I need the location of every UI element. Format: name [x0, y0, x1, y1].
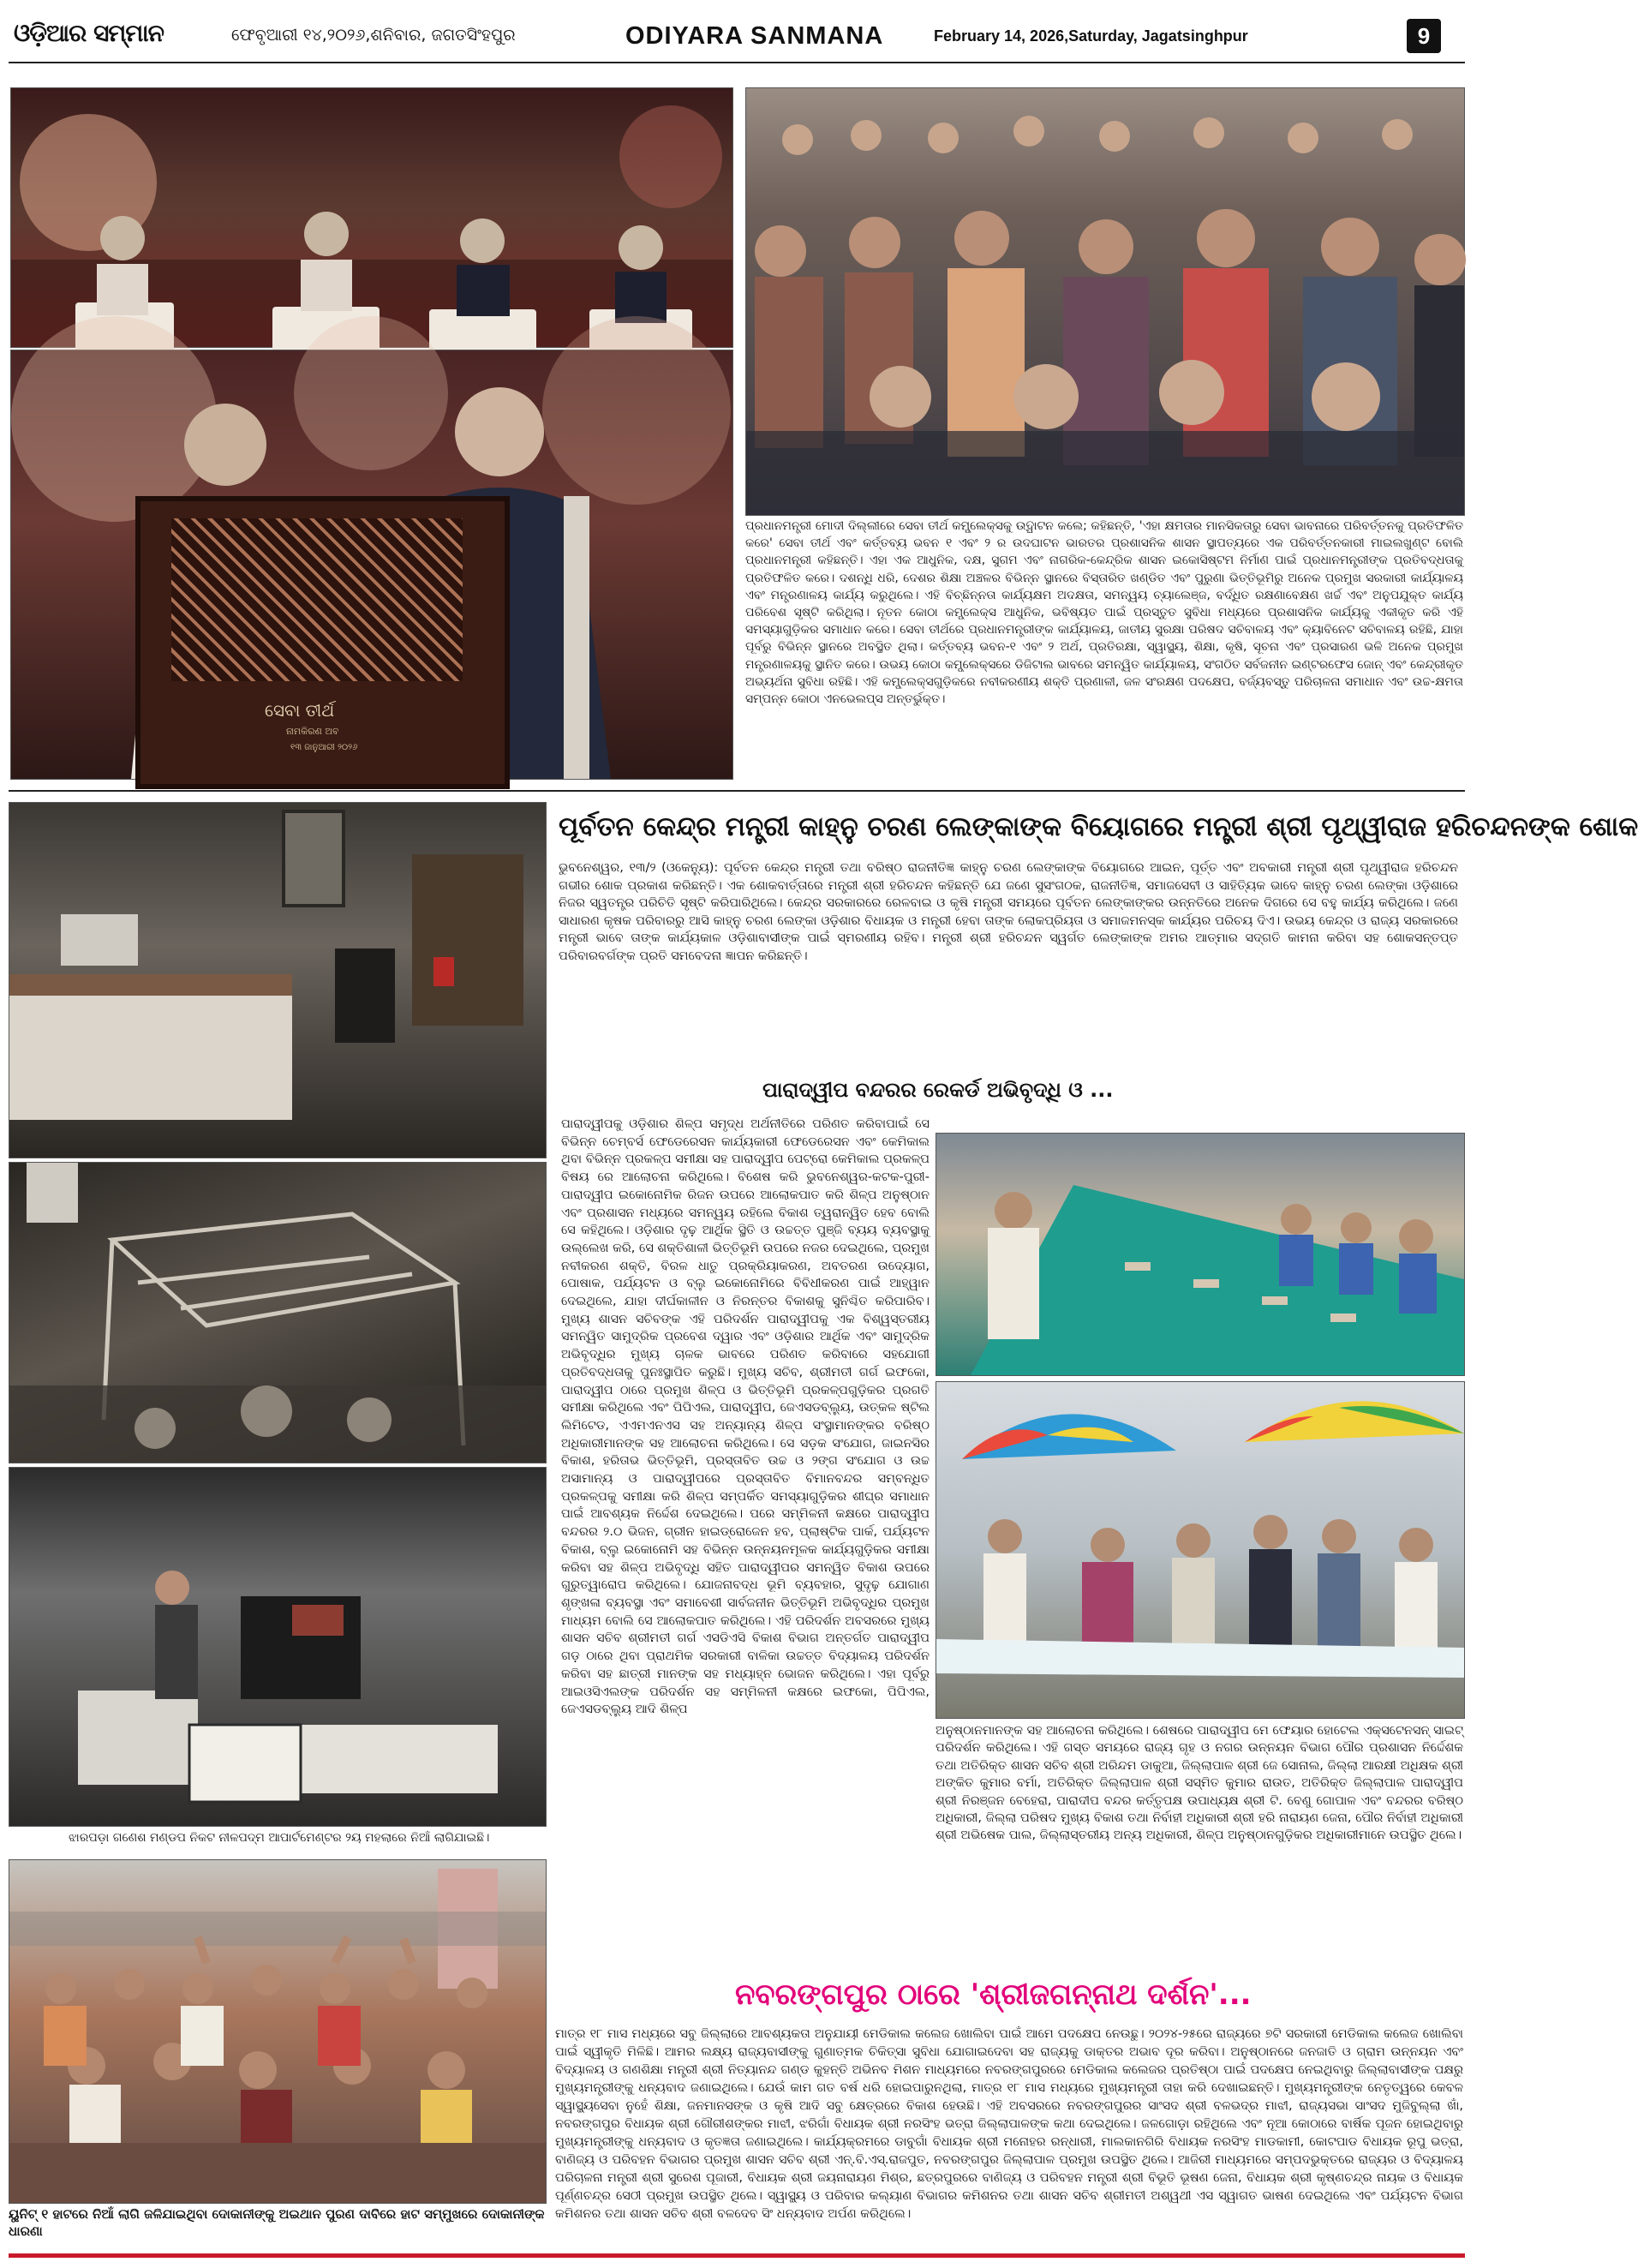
masthead-logo: ଓଡ଼ିଆର ସମ୍ମାନ — [14, 19, 164, 47]
section-divider-1 — [9, 790, 1465, 792]
paradip-headline: ପାରାଦ୍ୱୀପ ବନ୍ଦରର ରେକର୍ଡ ଅଭିବୃଦ୍ଧି ଓ ... — [762, 1078, 1114, 1102]
page-number: 9 — [1407, 19, 1441, 53]
masthead-rule — [9, 62, 1465, 63]
protest-photo-caption: ୟୁନିଟ୍ ୧ ହାଟରେ ନିଆଁ ଲାଗି ଜଳିଯାଇଥିବା ଦୋକାନୀଙ୍କୁ ଅଇଥାନ ପୁରଣ ଦାବିରେ ହାଟ ସମ୍ମୁଖରେ ଦୋକାନୀଙ୍କ ଧାରଣା — [9, 2206, 545, 2239]
photo-burnt-bedroom — [9, 802, 547, 1158]
photo-burnt-living-room — [9, 1467, 547, 1827]
photo-burnt-sofa — [9, 1162, 547, 1463]
jagannath-headline: ନବରଙ୍ଗପୁର ଠାରେ 'ଶ୍ରୀଜଗନ୍ନାଥ ଦର୍ଶନ'... — [735, 1978, 1252, 2012]
plaque-date: ୧୩ ଜାନୁଆରୀ ୨୦୨୬ — [290, 743, 358, 752]
jagannath-body: ମାତ୍ର ୧୮ ମାସ ମଧ୍ୟରେ ସବୁ ଜିଲ୍ଲାରେ ଆବଶ୍ୟକତା ଅନୁଯାୟୀ ମେଡିକାଲ କଲେଜ ଖୋଲିବା ପାଇଁ ଆମେ ପଦକ୍ଷେପ ନେଉଛୁ। ୨୦୨୪-୨୫ରେ ରାଜ୍ୟରେ ୭ଟି ସରକାରୀ ମେଡିକାଲ କଲେଜ ଖୋଲିବା ପାଇଁ ସ୍ୱୀକୃତି ମିଳିଛି। ଆମର ଲକ୍ଷ୍ୟ ରାଜ୍ୟବାସୀଙ୍କୁ ଗୁଣାତ୍ମକ ଚିକିତ୍ସା ସୁବିଧା ଯୋଗାଇଦେବା ସହ ରାଜ୍ୟକୁ ଡାକ୍ତର ଅଭାବ ଦୂର କରିବା। ଅନୁଷ୍ଠାନରେ ଜନଜାତି ଓ ଗ୍ରାମ ଉନ୍ନୟନ ଏବଂ ବିଦ୍ୟାଳୟ ଓ ଗଣଶିକ୍ଷା ମନ୍ତ୍ରୀ ଶ୍ରୀ ନିତ୍ୟାନନ୍ଦ ଗଣ୍ଡ କୁହନ୍ତି ଅଭିନବ ମିଶନ ମାଧ୍ୟମରେ ନବରଙ୍ଗପୁରରେ ମେଡିକାଲ କଲେଜର ପ୍ରତିଷ୍ଠା ପାଇଁ ପଦକ୍ଷେପ ନେଇଥିବାରୁ ଜିଲ୍ଲାବାସୀଙ୍କ ପକ୍ଷରୁ ମୁଖ୍ୟମନ୍ତ୍ରୀଙ୍କୁ ଧନ୍ୟବାଦ ଜଣାଇଥିଲେ। ଯେଉଁ କାମ ଗତ ବର୍ଷ ଧରି ହୋଇପାରୁନଥିଲା, ମାତ୍ର ୧୮ ମାସ ମଧ୍ୟରେ ମୁଖ୍ୟମନ୍ତ୍ରୀ ତାହା କରି ଦେଖାଇଛନ୍ତି। ମୁଖ୍ୟମନ୍ତ୍ରୀଙ୍କ ନେତୃତ୍ୱରେ କେବଳ ସ୍ୱାସ୍ଥ୍ୟସେବା ନୁହେଁ ଶିକ୍ଷା, ଜନମାନସଙ୍କ ଓ କୃଷି ଆଦି ସବୁ କ୍ଷେତ୍ରରେ ବିକାଶ ହେଉଛି। ଏହି ଅବସରରେ ନବରଙ୍ଗପୁରର ସାଂସଦ ଶ୍ରୀ ବଳଭଦ୍ର ମାଝୀ, ରାଜ୍ୟସଭା ସାଂସଦ ମୁଜିବୁଲ୍ଲା ଖାଁ, ନବରଙ୍ଗପୁର ବିଧାୟକ ଶ୍ରୀ ଗୌରୀଶଙ୍କର ମାଝୀ, ଝରିଗାଁ ବିଧାୟକ ଶ୍ରୀ ନରସିଂହ ଭତ୍ରା ଜିଲ୍ଲାପାଳଙ୍କ କଥା ଦେଇଥିଲେ। ଜଳଗୋଡ଼ା ରହିଥିଲେ ଏବଂ ନୂଆ କୋଠାରେ ବାର୍ଷିକ ପୂଜନ ହୋଇଥିବାରୁ ମୁଖ୍ୟମନ୍ତ୍ରୀଙ୍କୁ ଧନ୍ୟବାଦ ଓ କୃତଜ୍ଞତା ଜଣାଇଥିଲେ। କାର୍ଯ୍ୟକ୍ରମରେ ଡାବୁଗାଁ ବିଧାୟକ ଶ୍ରୀ ମନୋହର ରନ୍ଧାରୀ, ମାଲକାନଗିରି ବିଧାୟକ ନରସିଂହ ମାଡକାମୀ, କୋଟପାଡ ବିଧାୟକ ରୂପୁ ଭତ୍ରା, ବାଣିଜ୍ୟ ଓ ପରିବହନ ବିଭାଗର ପ୍ରମୁଖ ଶାସନ ସଚିବ ଶ୍ରୀ ଏନ୍.ବି.ଏସ୍.ରାଜପୁତ, ନବରଙ୍ଗପୁର ଜିଲ୍ଲାପାଳ ପ୍ରମୁଖ ଉପସ୍ଥିତ ଥିଲେ। ଆଜିରୀ ମାଧ୍ୟମରେ ସମ୍ପଦଭୁକ୍ତରେ ରାଜ୍ୟର ଓ ବିଦ୍ୟାଳୟ ପରିଚାଳନା ମନ୍ତ୍ରୀ ଶ୍ରୀ ସୁରେଶ ପୂଜାରୀ, ବିଧାୟକ ଶ୍ରୀ ଜୟନାରାୟଣ ମିଶ୍ର, ଛତ୍ରପୁରରେ ବାଣିଜ୍ୟ ଓ ପରିବହନ ମନ୍ତ୍ରୀ ଶ୍ରୀ ବିଭୂତି ଭୂଷଣ ଜେନା, ବିଧାୟକ ଶ୍ରୀ କୃଷ୍ଣଚନ୍ଦ୍ର ନାୟକ ଓ ବିଧାୟକ ପୂର୍ଣ୍ଣଚନ୍ଦ୍ର ସେଠୀ ପ୍ରମୁଖ ଉପସ୍ଥିତ ଥିଲେ। ସ୍ୱାସ୍ଥ୍ୟ ଓ ପରିବାର କଲ୍ୟାଣ ବିଭାଗର କମିଶନର ତଥା ଶାସନ ସଚିବ ଶ୍ରୀମତୀ ଅଶ୍ୱଥୀ ଏସ ସ୍ୱାଗତ ଭାଷଣ ଦେଇଥିଲେ ଏବଂ ପର୍ଯ୍ୟଟନ ବିଭାଗ କମିଶନର ତଥା ଶାସନ ସଚିବ ଶ୍ରୀ ବଳଦେବ ସିଂ ଧନ୍ୟବାଦ ଅର୍ପଣ କରିଥିଲେ। — [555, 2027, 1463, 2221]
paradip-continuation: ଅନୁଷ୍ଠାନମାନଙ୍କ ସହ ଆଲୋଚନା କରିଥିଲେ। ଶେଷରେ ପାରାଦ୍ୱୀପ ମେ ଫେୟାର ହୋଟେଲ ଏକ୍ସଟେନସନ୍ ସାଇଟ୍ ପରିଦର୍ଶନ କରିଥିଲେ। ଏହି ଗସ୍ତ ସମୟରେ ରାଜ୍ୟ ଗୃହ ଓ ନଗର ଉନ୍ନୟନ ବିଭାଗ ପୌର ପ୍ରଶାସନ ନିର୍ଦ୍ଦେଶକ ତଥା ଅତିରିକ୍ତ ଶାସନ ସଚିବ ଶ୍ରୀ ଅରିନ୍ଦମ ଡାକୁଆ, ଜିଲ୍ଲାପାଳ ଶ୍ରୀ ଜେ ସୋନାଲ, ଜିଲ୍ଲା ଆରକ୍ଷୀ ଅଧିକ୍ଷକ ଶ୍ରୀ ଅଙ୍କିତ କୁମାର ବର୍ମା, ଅତିରିକ୍ତ ଜିଲ୍ଲାପାଳ ଶ୍ରୀ ସସ୍ମିତ କୁମାର ରାଉତ, ଅତିରିକ୍ତ ଜିଲ୍ଲାପାଳ ପାରାଦ୍ୱୀପ ଶ୍ରୀ ନିରଞ୍ଜନ ବେହେରା, ପାରାଦୀପ ବନ୍ଦର କର୍ତ୍ତୃପକ୍ଷ ଉପାଧ୍ୟକ୍ଷ ଶ୍ରୀ ଟି. ବେଣୁ ଗୋପାଳ ଏବଂ ବନ୍ଦରର ବରିଷ୍ଠ ଅଧିକାରୀ, ଜିଲ୍ଲା ପରିଷଦ ମୁଖ୍ୟ ବିକାଶ ତଥା ନିର୍ବାହୀ ଅଧିକାରୀ ଶ୍ରୀ ହରି ନାରାୟଣ ଜେନା, ପୌର ନିର୍ବାହୀ ଅଧିକାରୀ ଶ୍ରୀ ଅଭିଷେକ ପାଲ, ଜିଲ୍ଲାସ୍ତରୀୟ ଅନ୍ୟ ଅଧିକାରୀ, ଶିଳ୍ପ ଅନୁଷ୍ଠାନଗୁଡ଼ିକର ଅଧିକାରୀମାନେ ଉପସ୍ଥିତ ଥିଲେ। — [936, 1724, 1463, 1843]
condolence-body: ଭୁବନେଶ୍ୱର, ୧୩/୨ (ଓକେନ୍ୟୁ): ପୂର୍ବତନ କେନ୍ଦ୍ର ମନ୍ତ୍ରୀ ତଥା ବରିଷ୍ଠ ରାଜନୀତିଜ୍ଞ କାହ୍ନୁ ଚରଣ ଲେଙ୍କାଙ୍କ ବିୟୋଗରେ ଆଇନ, ପୂର୍ତ୍ତ ଏବଂ ଅବକାରୀ ମନ୍ତ୍ରୀ ଶ୍ରୀ ପୃଥ୍ୱୀରାଜ ହରିଚନ୍ଦନ ଗଭୀର ଶୋକ ପ୍ରକାଶ କରିଛନ୍ତି। ଏକ ଶୋକବାର୍ତ୍ତାରେ ମନ୍ତ୍ରୀ ଶ୍ରୀ ହରିଚନ୍ଦନ କହିଛନ୍ତି ଯେ ଜଣେ ସୁସଂଗଠକ, ରାଜନୀତିଜ୍ଞ, ସମାଜସେବୀ ଓ ସାହିତ୍ୟିକ ଭାବେ କାହ୍ନୁ ଚରଣ ଲେଙ୍କା ଓଡ଼ିଶାରେ ନିଜର ସ୍ୱତନ୍ତ୍ର ପରିଚିତି ସୃଷ୍ଟି କରିପାରିଥିଲେ। କେନ୍ଦ୍ର ସରକାରରେ ରେଳବାଇ ଓ କୃଷି ମନ୍ତ୍ରୀ ସମୟରେ ପୂର୍ବତନ ଲେଙ୍କାଙ୍କର ଉନ୍ନତିରେ ଅନେକ ଦିଗରେ ସେ ବହୁ କାର୍ଯ୍ୟ କରିଥିଲେ। ଜଣେ ସାଧାରଣ କୃଷକ ପରିବାରରୁ ଆସି କାହ୍ନୁ ଚରଣ ଲେଙ୍କା ଓଡ଼ିଶାର ବିଧାୟକ ଓ ମନ୍ତ୍ରୀ ହେବା ତାଙ୍କ ଲୋକପ୍ରିୟତା ଓ ସମାଜମନସ୍କ କାର୍ଯ୍ୟର ପରିଚୟ ଦିଏ। ଉଭୟ କେନ୍ଦ୍ର ଓ ରାଜ୍ୟ ସରକାରରେ ମନ୍ତ୍ରୀ ଭାବେ ତାଙ୍କ କାର୍ଯ୍ୟକାଳ ଓଡ଼ିଶାବାସୀଙ୍କ ପାଇଁ ସ୍ମରଣୀୟ ରହିବ। ମନ୍ତ୍ରୀ ଶ୍ରୀ ହରିଚନ୍ଦନ ସ୍ୱର୍ଗତ ଲେଙ୍କାଙ୍କ ଅମର ଆତ୍ମାର ସଦ୍ଗତି କାମନା କରିବା ସହ ଶୋକସନ୍ତପ୍ତ ପରିବାରବର୍ଗଙ୍କ ପ୍ରତି ସମବେଦନା ଜ୍ଞାପନ କରିଛନ୍ତି। — [559, 861, 1458, 963]
condolence-headline: ପୂର୍ବତନ କେନ୍ଦ୍ର ମନ୍ତ୍ରୀ କାହ୍ନୁ ଚରଣ ଲେଙ୍କାଙ୍କ ବିୟୋଗରେ ମନ୍ତ୍ରୀ ଶ୍ରୀ ପୃଥ୍ୱୀରାଜ ହରିଚନ୍ଦନଙ୍କ ଶୋକ — [559, 811, 1638, 842]
photo-audience — [745, 87, 1465, 516]
photo-school-lunch — [936, 1133, 1465, 1376]
lattice-plaque — [135, 496, 510, 789]
masthead-date-en: February 14, 2026,Saturday, Jagatsinghpur — [934, 27, 1248, 45]
paradip-body: ପାରାଦ୍ୱୀପକୁ ଓଡ଼ିଶାର ଶିଳ୍ପ ସମୃଦ୍ଧ ଅର୍ଥନୀତିରେ ପରିଣତ କରିବାପାଇଁ ସେ ବିଭିନ୍ନ ଚେମ୍ବର୍ସ ଫେଡେରେସନ କାର୍ଯ୍ୟକାରୀ ଫେଡେରେସନ ଏବଂ କେମିକାଲ ଥିବା ବିଭିନ୍ନ ପ୍ରକଳ୍ପ ସମୀକ୍ଷା ସହ ପାରାଦ୍ୱୀପ ପେଟ୍ରୋ କେମିକାଲ ପ୍ରକଳ୍ପ ବିଷୟ ରେ ଆଲୋଚନା କରିଥିଲେ। ବିଶେଷ କରି ଭୁବନେଶ୍ୱର-କଟକ-ପୁରୀ-ପାରାଦ୍ୱୀପ ଇକୋନୋମିକ ରିଜନ ଉପରେ ଆଲୋକପାତ କରି ଶିଳ୍ପ ଅନୁଷ୍ଠାନ ଏବଂ ପ୍ରଶାସନ ମଧ୍ୟରେ ସମନ୍ୱୟ ରହିଲେ ବିକାଶ ତ୍ୱରାନ୍ୱିତ ହେବ ବୋଲି ସେ କହିଥିଲେ। ଓଡ଼ିଶାର ଦୃଢ଼ ଆର୍ଥିକ ସ୍ଥିତି ଓ ଉଚ୍ଚତ୍ତ ପୁଞ୍ଜି ବ୍ୟୟ ବ୍ୟବସ୍ଥାକୁ ଉଲ୍ଲେଖ କରି, ସେ ଶକ୍ତିଶାଳୀ ଭିତ୍ତିଭୂମି ଉପରେ ନଜର ଦେଇଥିଲେ, ପ୍ରମୁଖ ନବୀକରଣ ଶକ୍ତି, ବିରଳ ଧାତୁ ପ୍ରକ୍ରିୟାକରଣ, ଅବତରଣ ଉଦ୍ୟୋଗ, ପୋଷାକ, ପର୍ଯ୍ୟଟନ ଓ ବ୍ଲୁ ଇକୋନୋମିରେ ବିବିଧୀକରଣ ପାଇଁ ଆହ୍ୱାନ ଦେଇଥିଲେ, ଯାହା ଦୀର୍ଘକାଳୀନ ଓ ନିରନ୍ତର ବିକାଶକୁ ସୁନିଶ୍ଚିତ କରିପାରିବ। ମୁଖ୍ୟ ଶାସନ ସଚିବଙ୍କ ଏହି ପରିଦର୍ଶନ ପାରାଦ୍ୱୀପକୁ ଏକ ବିଶ୍ୱସ୍ତରୀୟ ସମନ୍ୱିତ ସାମୁଦ୍ରିକ ପ୍ରବେଶ ଦ୍ୱାର ଏବଂ ଓଡ଼ିଶାର ଆର୍ଥିକ ଏବଂ ସାମୁଦ୍ରିକ ଅଭିବୃଦ୍ଧିର ମୁଖ୍ୟ ଚାଳକ ଭାବରେ ପରିଣତ କରିବାରେ ସହଯୋଗୀ ପ୍ରତିବଦ୍ଧତାକୁ ପୁନଃସ୍ଥାପିତ କରୁଛି। ମୁଖ୍ୟ ସଚିବ, ଶ୍ରୀମତୀ ଗର୍ଗ ଇଫକୋ, ପାରାଦ୍ୱୀପ ଠାରେ ପ୍ରମୁଖ ଶିଳ୍ପ ଓ ଭିତ୍ତିଭୂମି ପ୍ରକଳ୍ପଗୁଡ଼ିକର ପ୍ରଗତି ସମୀକ୍ଷା କରିଥିଲେ ଏବଂ ପିପିଏଲ, ପାରାଦ୍ୱୀପ, ଜେଏସଡବ୍ଲ୍ୟୁ, ଉତ୍କଳ ଷ୍ଟିଲ ଲିମିଟେଡ, ଏଏମଏନଏସ ସହ ଅନ୍ୟାନ୍ୟ ଶିଳ୍ପ ସଂସ୍ଥାମାନଙ୍କର ବରିଷ୍ଠ ଅଧିକାରୀମାନଙ୍କ ସହ ଆଲୋଚନା କରିଥିଲେ। ସେ ସଡ଼କ ସଂଯୋଗ, ଜାଇନସିର ବିକାଶ, ହରିତାଭ ଭିତ୍ତିଭୂମି, ପ୍ରସ୍ତାବିତ ଉଚ୍ଚ ଓ ୨ଙ୍ଗ ସଂଯୋଗ ଓ ଉଚ୍ଚ ଅସାମାନ୍ୟ ଓ ପାରାଦ୍ୱୀପରେ ପ୍ରସ୍ତାବିତ ବିମାନବନ୍ଦର ସମ୍ବନ୍ଧିତ ପ୍ରକଳ୍ପକୁ ସମୀକ୍ଷା କରି ଶିଳ୍ପ ସମ୍ପର୍କିତ ସମସ୍ୟାଗୁଡ଼ିକର ଶୀଘ୍ର ସମାଧାନ ପାଇଁ ଆବଶ୍ୟକ ନିର୍ଦ୍ଦେଶ ଦେଇଥିଲେ। ପରେ ସମ୍ମିଳନୀ କକ୍ଷରେ ପାରାଦ୍ୱୀପ ବନ୍ଦରର ୨.୦ ଭିଜନ, ଗ୍ରୀନ ହାଇଡ୍ରୋଜେନ ହବ, ପ୍ଲାଷ୍ଟିକ ପାର୍କ, ପର୍ଯ୍ୟଟନ ବିକାଶ, ବ୍ଲୁ ଇକୋନୋମି ସହ ବିଭିନ୍ନ ଉନ୍ନୟନମୂଳକ କାର୍ଯ୍ୟଗୁଡ଼ିକର ସମୀକ୍ଷା କରିବା ସହ ଶିଳ୍ପ ଅଭିବୃଦ୍ଧି ସହିତ ପାରାଦ୍ୱୀପର ସମନ୍ୱିତ ବିକାଶ ଉପରେ ଗୁରୁତ୍ୱାରୋପ କରିଥିଲେ। ଯୋଜନାବଦ୍ଧ ଭୂମି ବ୍ୟବହାର, ସୁଦୃଢ଼ ଯୋଗାଣ ଶୃଙ୍ଖଳା ବ୍ୟବସ୍ଥା ଏବଂ ସମାବେଶୀ ସାର୍ବଜନୀନ ଭିତ୍ତିଭୂମି ଅଭିବୃଦ୍ଧିର ପ୍ରମୁଖ ମାଧ୍ୟମ ବୋଲି ସେ ଆଲୋକପାତ କରିଥିଲେ। ଏହି ପରିଦର୍ଶନ ଅବସରରେ ମୁଖ୍ୟ ଶାସନ ସଚିବ ଶ୍ରୀମତୀ ଗର୍ଗ ଏସଡିଏସି ବିକାଶ ବିଭାଗ ଅନ୍ତର୍ଗତ ପାରାଦ୍ୱୀପ ଗଡ଼ ଠାରେ ଥିବା ପ୍ରାଥମିକ ସରକାରୀ ବାଳିକା ଉଚ୍ଚତ୍ତ ବିଦ୍ୟାଳୟ ପରିଦର୍ଶନ କରିବା ସହ ଛାତ୍ରୀ ମାନଙ୍କ ସହ ମଧ୍ୟାହ୍ନ ଭୋଜନ କରିଥିଲେ। ଏହା ପୂର୍ବରୁ ଆଇଓସିଏଲଙ୍କ ପରିଦର୍ଶନ ସହ ସମ୍ମିଳନୀ କକ୍ଷରେ ଇଫକୋ, ପିପିଏଲ, ଜେଏସଡବ୍ଲ୍ୟୁ ଆଦି ଶିଳ୍ପ — [561, 1117, 930, 1717]
photo-umbrella-meeting — [936, 1381, 1465, 1719]
masthead — [0, 0, 1476, 75]
photo-shopkeepers-protest — [9, 1859, 547, 2204]
photo-seva-tirth-plaque — [10, 350, 733, 780]
masthead-title: ODIYARA SANMANA — [625, 22, 884, 50]
fire-photo-caption: ଝାରପଡ଼ା ଗଣେଶ ମଣ୍ଡପ ନିକଟ ନୀଳପଦ୍ମ ଆପାର୍ଟମେଣ୍ଟର ୨ୟ ମହଲାରେ ନିଆଁ ଲାଗିଯାଇଛି। — [69, 1831, 490, 1845]
plaque-title: ସେବା ତୀର୍ଥ — [265, 700, 335, 721]
seva-story-body: ପ୍ରଧାନମନ୍ତ୍ରୀ ମୋଦୀ ଦିଲ୍ଲୀରେ ସେବା ତୀର୍ଥ କମ୍ପ୍ଲେକ୍ସକୁ ଉଦ୍ଘାଟନ କଲେ; କହିଛନ୍ତି, 'ଏହା କ୍ଷମତାର ମାନସିକତାରୁ ସେବା ଭାବନାରେ ପରିବର୍ତ୍ତନକୁ ପ୍ରତିଫଳିତ କରେ' ସେବା ତୀର୍ଥ ଏବଂ କର୍ତ୍ତବ୍ୟ ଭବନ ୧ ଏବଂ ୨ ର ଉଦଘାଟନ ଭାରତର ପ୍ରଶାସନିକ ଶାସନ ସ୍ଥାପତ୍ୟରେ ଏକ ପରିବର୍ତ୍ତନକାରୀ ମାଇଲଖୁଣ୍ଟ ବୋଲି ପ୍ରଧାନମନ୍ତ୍ରୀ କହିଛନ୍ତି। ଏହା ଏକ ଆଧୁନିକ, ଦକ୍ଷ, ସୁଗମ ଏବଂ ନାଗରିକ-କେନ୍ଦ୍ରିକ ଶାସନ ଇକୋସିଷ୍ଟମ ନିର୍ମାଣ ପାଇଁ ପ୍ରଧାନମନ୍ତ୍ରୀଙ୍କ ପ୍ରତିବଦ୍ଧତାକୁ ପ୍ରତିଫଳିତ କରେ। ଦଶନ୍ଧି ଧରି, ଦେଶର ଶିକ୍ଷା ଅଞ୍ଚଳର ବିଭିନ୍ନ ସ୍ଥାନରେ ବିସ୍ତାରିତ ଖଣ୍ଡିତ ଏବଂ ପୁରୁଣା ଭିତ୍ତିଭୂମିରୁ ଅନେକ ପ୍ରମୁଖ ସରକାରୀ କାର୍ଯ୍ୟାଳୟ ଏବଂ ମନ୍ତ୍ରଣାଳୟ କାର୍ଯ୍ୟ କରୁଥିଲେ। ଏହି ବିଚ୍ଛିନ୍ନତା କାର୍ଯ୍ୟକ୍ଷମ ଅଦକ୍ଷତା, ସମନ୍ୱୟ ଚ୍ୟାଲେଞ୍ଜ, ବର୍ଦ୍ଧିତ ରକ୍ଷଣାବେକ୍ଷଣ ଖର୍ଚ୍ଚ ଏବଂ ଅନୁପଯୁକ୍ତ କାର୍ଯ୍ୟ ପରିବେଶ ସୃଷ୍ଟି କରିଥିଲା। ନୂତନ କୋଠା କମ୍ପ୍ଲେକ୍ସ ଆଧୁନିକ, ଭବିଷ୍ୟତ ପାଇଁ ପ୍ରସ୍ତୁତ ସୁବିଧା ମଧ୍ୟରେ ପ୍ରଶାସନିକ କାର୍ଯ୍ୟକୁ ଏକୀକୃତ କରି ଏହି ସମସ୍ୟାଗୁଡ଼ିକର ସମାଧାନ କରେ। ସେବା ତୀର୍ଥରେ ପ୍ରଧାନମନ୍ତ୍ରୀଙ୍କ କାର୍ଯ୍ୟାଳୟ, ଜାତୀୟ ସୁରକ୍ଷା ପରିଷଦ ସଚିବାଳୟ ଏବଂ କ୍ୟାବିନେଟ ସଚିବାଳୟ ରହିଛି, ଯାହା ପୂର୍ବରୁ ବିଭିନ୍ନ ସ୍ଥାନରେ ଅବସ୍ଥିତ ଥିଲା। କର୍ତ୍ତବ୍ୟ ଭବନ-୧ ଏବଂ ୨ ଅର୍ଥ, ପ୍ରତିରକ୍ଷା, ସ୍ୱାସ୍ଥ୍ୟ, ଶିକ୍ଷା, କୃଷି, ସୂଚନା ଏବଂ ପ୍ରସାରଣ ଭଳି ଅନେକ ପ୍ରମୁଖ ମନ୍ତ୍ରଣାଳୟକୁ ସ୍ଥାନିତ କରେ। ଉଭୟ କୋଠା କମ୍ପ୍ଲେକ୍ସରେ ଡିଜିଟାଲ ଭାବରେ ସମନ୍ୱିତ କାର୍ଯ୍ୟାଳୟ, ସଂଗଠିତ ସର୍ବଜନୀନ ଇଣ୍ଟରଫେସ ଜୋନ୍ ଏବଂ କେନ୍ଦ୍ରୀକୃତ ଅଭ୍ୟର୍ଥନା ସୁବିଧା ରହିଛି। ଏହି କମ୍ପ୍ଲେକ୍ସଗୁଡ଼ିକରେ ନବୀକରଣୀୟ ଶକ୍ତି ପ୍ରଣାଳୀ, ଜଳ ସଂରକ୍ଷଣ ପଦକ୍ଷେପ, ବର୍ଜ୍ୟବସ୍ତୁ ପରିଚାଳନା ସମାଧାନ ଏବଂ ଉଚ୍ଚ-କ୍ଷମତା ସମ୍ପନ୍ନ କୋଠା ଏନଭେଲପ୍ସ ଅନ୍ତର୍ଭୁକ୍ତ। — [745, 519, 1463, 707]
footer-rule — [9, 2253, 1465, 2258]
photo-stamp-launch — [10, 87, 733, 348]
masthead-date-odia: ଫେବୃଆରୀ ୧୪,୨୦୨୬,ଶନିବାର, ଜଗତସିଂହପୁର — [231, 26, 516, 45]
plaque-subtitle: ନାମକିରଣ ଅବ — [286, 726, 339, 737]
lattice-window — [171, 518, 463, 681]
